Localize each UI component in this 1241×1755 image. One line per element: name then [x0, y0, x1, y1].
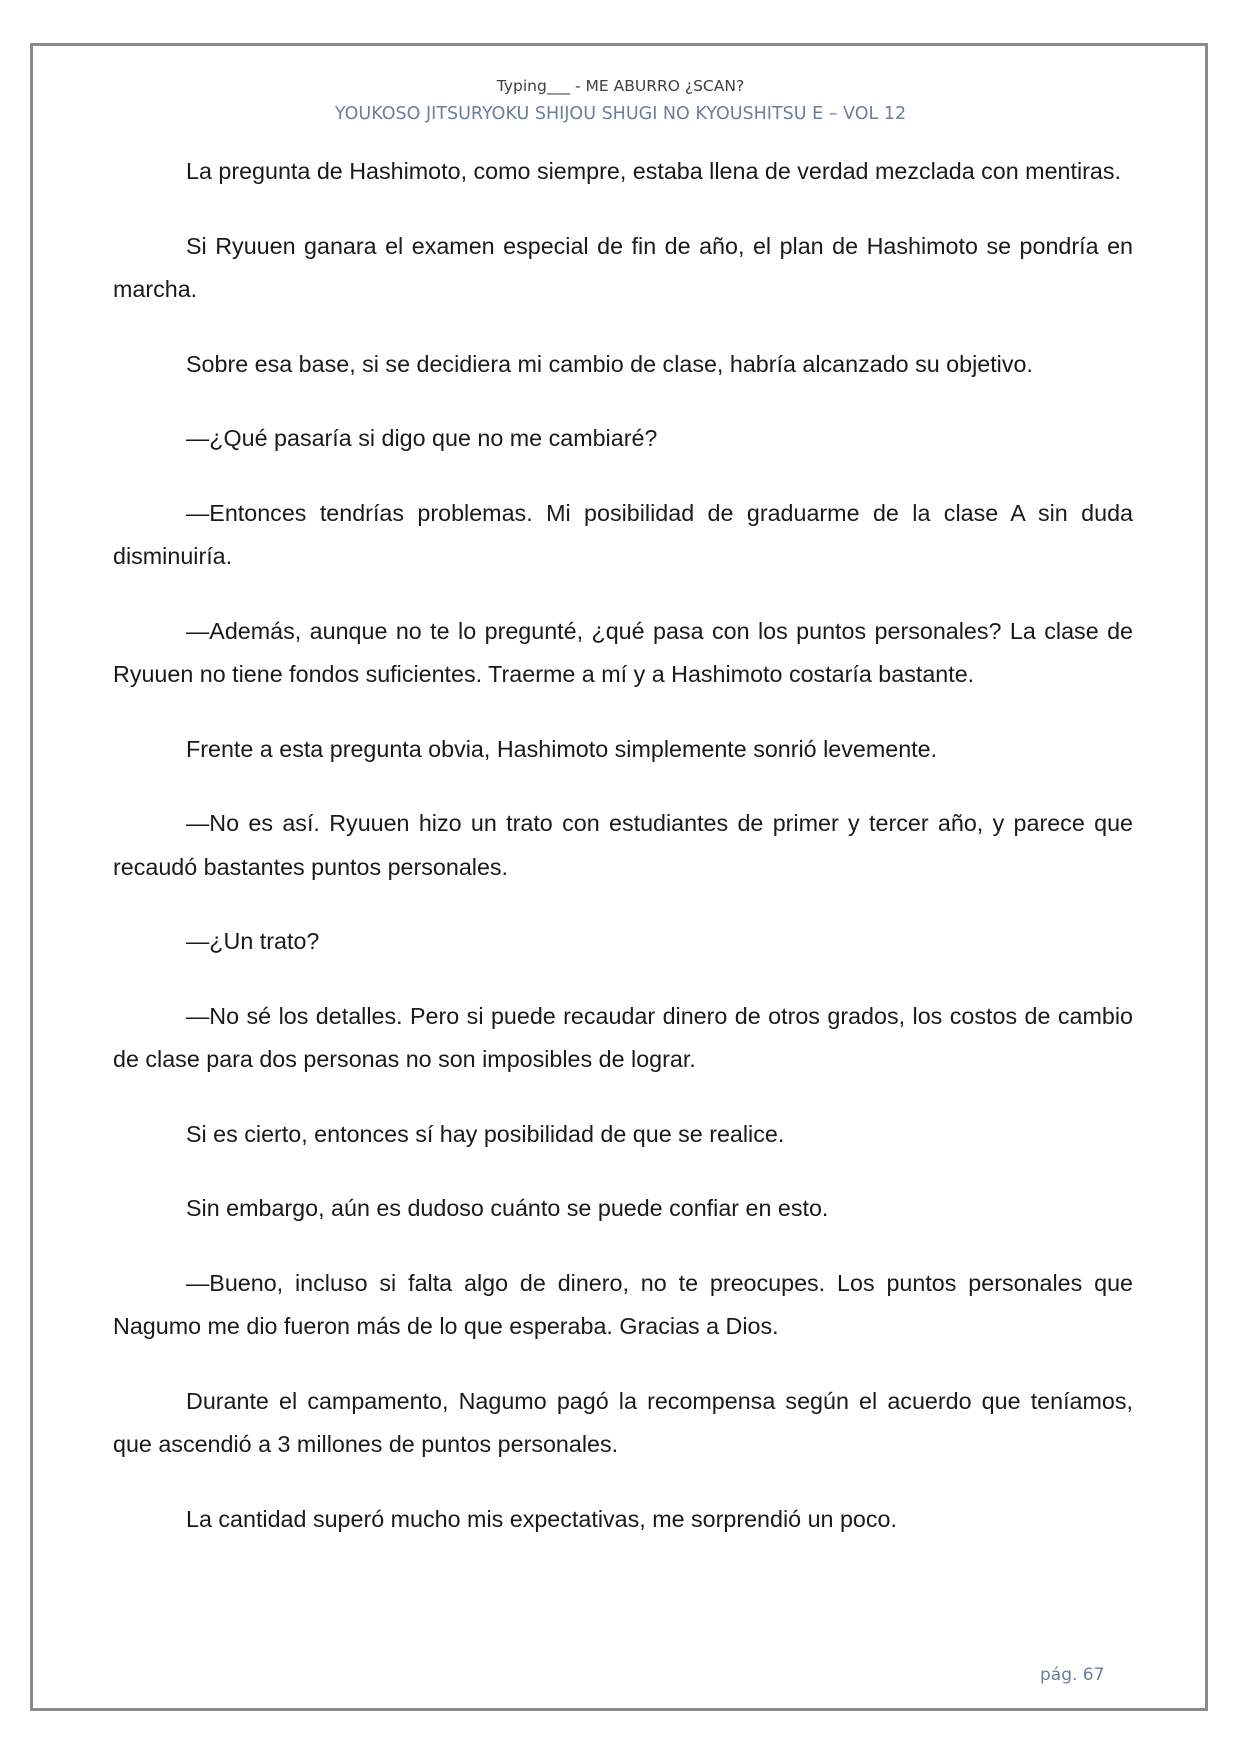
paragraph: —¿Qué pasaría si digo que no me cambiaré? — [186, 425, 658, 451]
paragraph: Si Ryuuen ganara el examen especial de fin de año, el plan de Hashimoto se pondría en marcha. — [113, 232, 1133, 302]
paragraph: Si es cierto, entonces sí hay posibilidad de que se realice. — [186, 1120, 785, 1147]
paragraph: —Entonces tendrías problemas. Mi posibilidad de graduarme de la clase A sin duda disminuiría. — [113, 499, 1133, 569]
paragraph: Durante el campamento, Nagumo pagó la recompensa según el acuerdo que teníamos, que ascendió a 3 millones de puntos personales. — [113, 1387, 1133, 1457]
paragraph: La pregunta de Hashimoto, como siempre, estaba llena de verdad mezclada con mentiras. — [186, 158, 1121, 184]
paragraph: —No es así. Ryuuen hizo un trato con estudiantes de primer y tercer año, y parece que recaudó bastantes puntos personales. — [113, 810, 1133, 880]
header-book-title: YOUKOSO JITSURYOKU SHIJOU SHUGI NO KYOUSHITSU E – VOL 12 — [334, 104, 907, 124]
paragraph: Frente a esta pregunta obvia, Hashimoto simplemente sonrió levemente. — [186, 735, 938, 762]
paragraph: —No sé los detalles. Pero si puede recaudar dinero de otros grados, los costos de cambio de clase para dos personas no son imposibles de lograr. — [113, 1002, 1133, 1072]
paragraph: —Además, aunque no te lo pregunté, ¿qué pasa con los puntos personales? La clase de Ryuuen no tiene fondos suficientes. Traerme a mí y a Hashimoto costaría bastante. — [113, 617, 1133, 687]
page-number: pág. 67 — [1040, 1665, 1105, 1685]
header-scan-credit: Typing___ - ME ABURRO ¿SCAN? — [496, 77, 745, 95]
paragraph: Sobre esa base, si se decidiera mi cambio de clase, habría alcanzado su objetivo. — [186, 350, 1033, 377]
paragraph: La cantidad superó mucho mis expectativas, me sorprendió un poco. — [186, 1505, 897, 1532]
paragraph: —¿Un trato? — [186, 928, 320, 954]
document-body — [113, 150, 1133, 1572]
paragraph: Sin embargo, aún es dudoso cuánto se puede confiar en esto. — [186, 1195, 829, 1221]
paragraph: —Bueno, incluso si falta algo de dinero, no te preocupes. Los puntos personales que Nagumo me dio fueron más de lo que esperaba. Gracias a Dios. — [113, 1269, 1133, 1339]
